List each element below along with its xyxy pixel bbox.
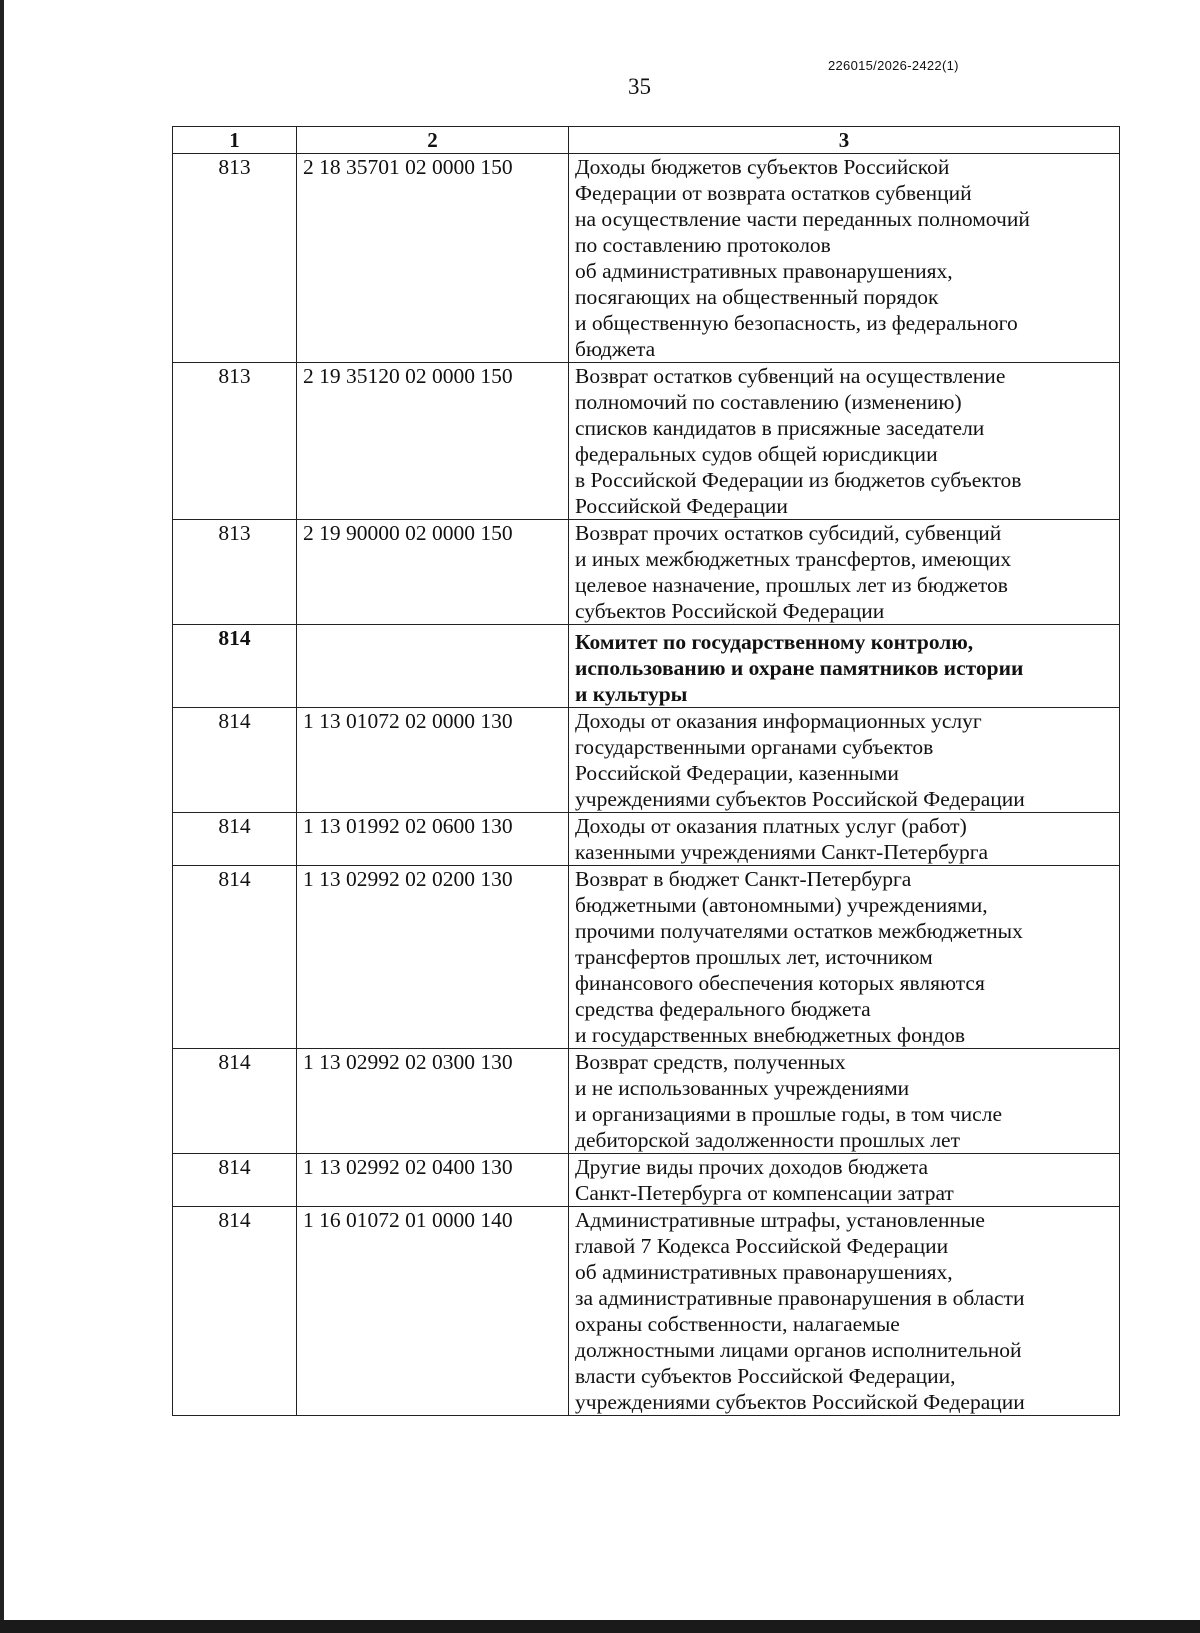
table-row [173, 625, 1120, 708]
description-cell [569, 363, 1120, 520]
description-line: и государственных внебюджетных фондов [575, 1023, 966, 1047]
column-header-2: 2 [297, 127, 569, 154]
description-line: об административных правонарушениях, [575, 259, 953, 283]
description-line: Возврат средств, полученных [575, 1050, 846, 1074]
description-line: списков кандидатов в присяжные заседатели [575, 416, 985, 440]
table-row [173, 1154, 1120, 1207]
budget-code-cell: 1 13 02992 02 0200 130 [297, 866, 569, 1049]
admin-code-cell: 814 [173, 625, 297, 708]
table-row [173, 708, 1120, 813]
description-line: прочими получателями остатков межбюджетных [575, 919, 1023, 943]
description-line: Возврат в бюджет Санкт-Петербурга [575, 867, 912, 891]
table-body [173, 154, 1120, 1416]
description-line: Административные штрафы, установленные [575, 1208, 985, 1232]
description-line: и общественную безопасность, из федерального [575, 311, 1018, 335]
budget-code-cell: 2 18 35701 02 0000 150 [297, 154, 569, 363]
description-line: учреждениями субъектов Российской Федерации [575, 787, 1025, 811]
description-cell [569, 866, 1120, 1049]
description-line: Доходы от оказания информационных услуг [575, 709, 982, 733]
page-number: 35 [628, 74, 651, 99]
description-line: Возврат остатков субвенций на осуществление [575, 364, 1006, 388]
table-row [173, 363, 1120, 520]
document-code: 226015/2026-2422(1) [828, 58, 959, 73]
description-line: Российской Федерации, казенными [575, 761, 899, 785]
description-line: об административных правонарушениях, [575, 1260, 953, 1284]
description-line: Комитет по государственному контролю, [575, 630, 974, 654]
budget-code-cell: 1 13 01992 02 0600 130 [297, 813, 569, 866]
description-line: бюджета [575, 337, 656, 361]
admin-code-cell: 814 [173, 1049, 297, 1154]
table-row [173, 154, 1120, 363]
admin-code-cell: 813 [173, 363, 297, 520]
table-row [173, 1049, 1120, 1154]
admin-code-cell: 813 [173, 520, 297, 625]
description-line: Санкт-Петербурга от компенсации затрат [575, 1181, 954, 1205]
description-line: и не использованных учреждениями [575, 1076, 910, 1100]
table-row [173, 1207, 1120, 1416]
admin-code-cell: 814 [173, 813, 297, 866]
description-line: финансового обеспечения которых являются [575, 971, 985, 995]
description-line: использованию и охране памятников истории [575, 656, 1024, 680]
description-line: бюджетными (автономными) учреждениями, [575, 893, 988, 917]
description-line: за административные правонарушения в области [575, 1286, 1025, 1310]
description-line: учреждениями субъектов Российской Федерации [575, 1390, 1025, 1414]
description-line: трансфертов прошлых лет, источником [575, 945, 933, 969]
description-line: должностными лицами органов исполнительной [575, 1338, 1022, 1362]
description-line: субъектов Российской Федерации [575, 599, 885, 623]
description-line: Федерации от возврата остатков субвенций [575, 181, 972, 205]
description-line: Возврат прочих остатков субсидий, субвенций [575, 521, 1002, 545]
description-cell [569, 1049, 1120, 1154]
table-row [173, 813, 1120, 866]
description-line: и организациями в прошлые годы, в том числе [575, 1102, 1002, 1126]
description-cell [569, 708, 1120, 813]
budget-code-cell: 1 16 01072 01 0000 140 [297, 1207, 569, 1416]
description-line: и культуры [575, 682, 688, 706]
description-line: власти субъектов Российской Федерации, [575, 1364, 956, 1388]
description-line: и иных межбюджетных трансфертов, имеющих [575, 547, 1012, 571]
budget-code-cell: 1 13 02992 02 0400 130 [297, 1154, 569, 1207]
description-line: Российской Федерации [575, 494, 788, 518]
description-line: государственными органами субъектов [575, 735, 934, 759]
admin-code-cell: 814 [173, 866, 297, 1049]
scan-left-edge [0, 0, 4, 1633]
description-cell [569, 813, 1120, 866]
table-row [173, 520, 1120, 625]
description-line: Доходы от оказания платных услуг (работ) [575, 814, 967, 838]
budget-code-cell: 2 19 90000 02 0000 150 [297, 520, 569, 625]
admin-code-cell: 813 [173, 154, 297, 363]
description-cell [569, 1207, 1120, 1416]
scan-bottom-edge [0, 1620, 1200, 1633]
description-line: на осуществление части переданных полномочий [575, 207, 1030, 231]
budget-code-cell: 1 13 01072 02 0000 130 [297, 708, 569, 813]
admin-code-cell: 814 [173, 1207, 297, 1416]
budget-code-cell: 2 19 35120 02 0000 150 [297, 363, 569, 520]
column-header-3: 3 [569, 127, 1120, 154]
description-cell [569, 1154, 1120, 1207]
table-header-row [173, 127, 1120, 154]
description-line: Доходы бюджетов субъектов Российской [575, 155, 950, 179]
description-line: средства федерального бюджета [575, 997, 871, 1021]
admin-code-cell: 814 [173, 1154, 297, 1207]
description-cell [569, 520, 1120, 625]
column-header-1: 1 [173, 127, 297, 154]
description-line: Другие виды прочих доходов бюджета [575, 1155, 929, 1179]
description-line: целевое назначение, прошлых лет из бюджетов [575, 573, 1008, 597]
description-line: посягающих на общественный порядок [575, 285, 939, 309]
admin-code-cell: 814 [173, 708, 297, 813]
description-line: федеральных судов общей юрисдикции [575, 442, 938, 466]
description-line: главой 7 Кодекса Российской Федерации [575, 1234, 949, 1258]
description-line: в Российской Федерации из бюджетов субъектов [575, 468, 1022, 492]
description-line: охраны собственности, налагаемые [575, 1312, 900, 1336]
budget-code-cell [297, 625, 569, 708]
description-cell [569, 154, 1120, 363]
table-row [173, 866, 1120, 1049]
description-line: казенными учреждениями Санкт-Петербурга [575, 840, 989, 864]
description-line: полномочий по составлению (изменению) [575, 390, 962, 414]
description-line: дебиторской задолженности прошлых лет [575, 1128, 960, 1152]
budget-code-cell: 1 13 02992 02 0300 130 [297, 1049, 569, 1154]
description-cell [569, 625, 1120, 708]
budget-classification-table [172, 126, 1120, 1416]
description-line: по составлению протоколов [575, 233, 831, 257]
